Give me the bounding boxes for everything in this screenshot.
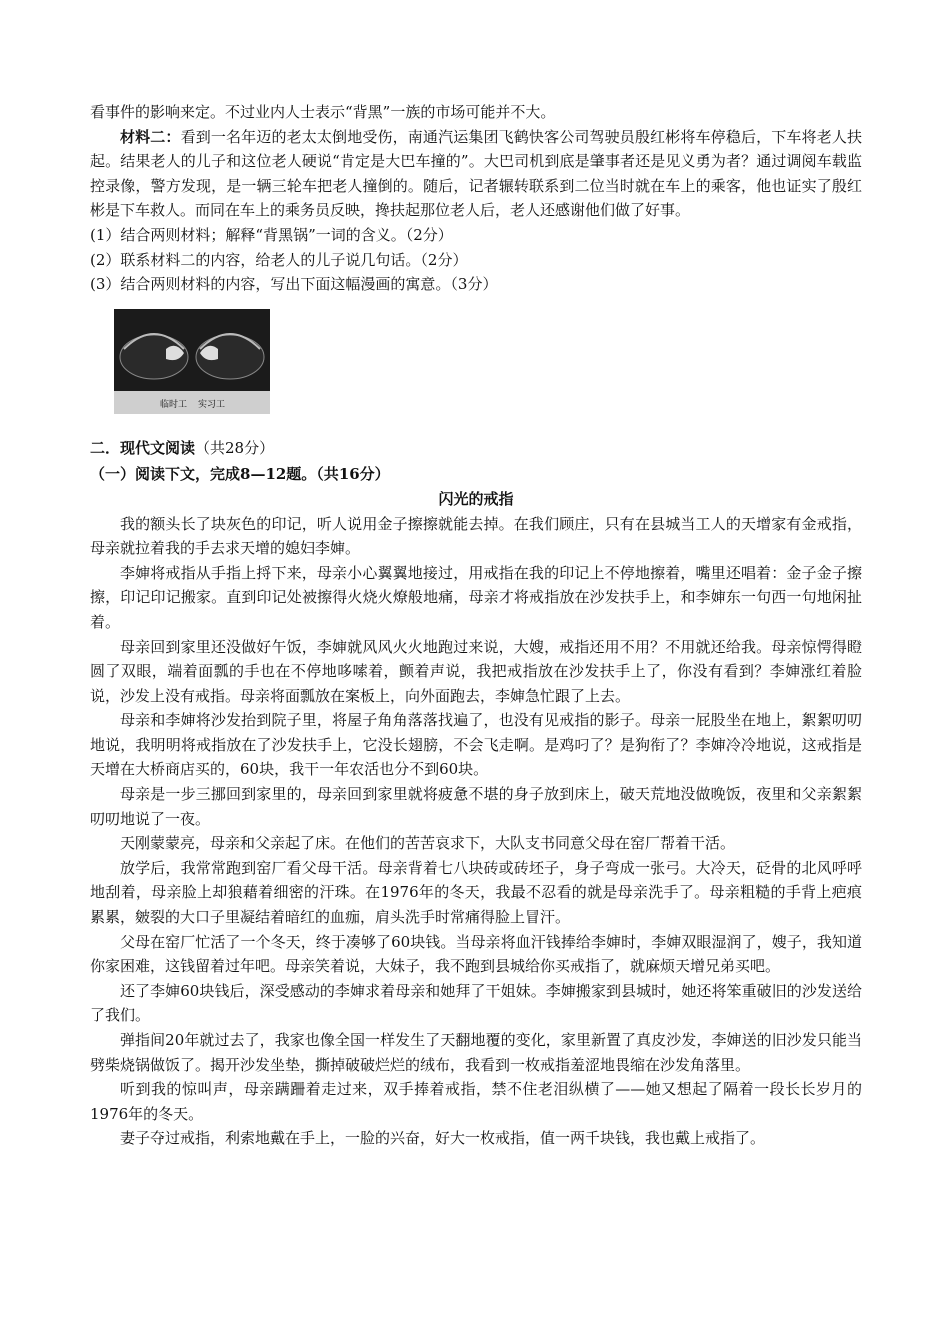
story-paragraph: 弹指间20年就过去了，我家也像全国一样发生了天翻地覆的变化，家里新置了真皮沙发，李婶送的旧沙发只能当劈柴烧锅做饭了。揭开沙发坐垫，撕掉破破烂烂的绒布，我看到一枚戒指羞涩地畏缩在沙发角落里。 [90,1031,862,1074]
story-paragraph: 听到我的惊叫声，母亲蹒跚着走过来，双手捧着戒指，禁不住老泪纵横了——她又想起了隔着一段长长岁月的1976年的冬天。 [90,1080,862,1123]
story-paragraph: 母亲是一步三挪回到家里的，母亲回到家里就将疲惫不堪的身子放到床上，破天荒地没做晚饭，夜里和父亲絮絮叨叨地说了一夜。 [90,785,862,828]
material2-text: 看到一名年迈的老太太倒地受伤，南通汽运集团飞鹤快客公司驾驶员殷红彬将车停稳后，下车将老人扶起。结果老人的儿子和这位老人硬说“肯定是大巴车撞的”。大巴司机到底是肇事者还是见义勇为者？通过调阅车载监控录像，警方发现，是一辆三轮车把老人撞倒的。随后，记者辗转联系到二位当时就在车上的乘客，他也证实了殷红彬是下车救人。而同在车上的乘务员反映，搀扶起那位老人后，老人还感谢他们做了好事。 [90,127,862,220]
story-paragraph: 李婶将戒指从手指上捋下来，母亲小心翼翼地接过，用戒指在我的印记上不停地擦着，嘴里还唱着：金子金子擦擦，印记印记搬家。直到印记处被擦得火烧火燎般地痛，母亲才将戒指放在沙发扶手上，和李婶东一句西一句地闲扯着。 [90,563,862,631]
material1-tail: 看事件的影响来定。不过业内人士表示“背黑”一族的市场可能并不大。 [90,103,556,121]
story-paragraph: 父母在窑厂忙活了一个冬天，终于凑够了60块钱。当母亲将血汗钱捧给李婶时，李婶双眼湿润了，嫂子，我知道你家困难，这钱留着过年吧。母亲笑着说，大妹子，我不跑到县城给你买戒指了，就麻烦天增兄弟买吧。 [90,932,862,976]
cartoon-image [114,309,270,414]
question-1: (1）结合两则材料；解释“背黑锅”一词的含义。（2分） [90,225,453,244]
story-title: 闪光的戒指 [438,489,514,508]
section-heading [90,436,862,461]
material2-label: 材料二： [120,127,181,146]
section-title: 二．现代文阅读 [90,438,196,457]
cartoon-label-2: 实习工 [198,399,226,410]
question-3: (3）结合两则材料的内容，写出下面这幅漫画的寓意。（3分） [90,275,498,294]
section-points: （共28分） [195,438,275,457]
story-paragraph: 还了李婶60块钱后，深受感动的李婶求着母亲和她拜了干姐妹。李婶搬家到县城时，她还将笨重破旧的沙发送给了我们。 [90,981,862,1025]
material2 [90,125,862,223]
story-paragraph: 母亲回到家里还没做好午饭，李婶就风风火火地跑过来说，大嫂，戒指还用不用？不用就还给我。母亲惊愕得瞪圆了双眼，端着面瓢的手也在不停地哆嗦着，颤着声说，我把戒指放在沙发扶手上了，你没有看到？李婶涨红着脸说，沙发上没有戒指。母亲将面瓢放在案板上，向外面跑去，李婶急忙跟了上去。 [90,637,862,705]
story-paragraph: 天刚蒙蒙亮，母亲和父亲起了床。在他们的苦苦哀求下，大队支书同意父母在窑厂帮着干活。 [120,834,736,853]
document-page [90,100,862,1151]
question-2: (2）联系材料二的内容，给老人的儿子说几句话。（2分） [90,250,468,269]
subsection-heading: （一）阅读下文，完成8—12题。（共16分） [90,465,390,484]
cartoon-label-1: 临时工 [160,399,188,410]
story-paragraph: 我的额头长了块灰色的印记，听人说用金子擦擦就能去掉。在我们顾庄，只有在县城当工人的天增家有金戒指，母亲就拉着我的手去求天增的媳妇李婶。 [90,514,862,558]
story-paragraph: 妻子夺过戒指，利索地戴在手上，一脸的兴奋，好大一枚戒指，值一两千块钱，我也戴上戒指了。 [120,1129,766,1148]
story-paragraph: 放学后，我常常跑到窑厂看父母干活。母亲背着七八块砖或砖坯子，身子弯成一张弓。大冷天，砭骨的北风呼呼地刮着，母亲脸上却狼藉着细密的汗珠。在1976年的冬天，我最不忍看的就是母亲洗手了。母亲粗糙的手背上疤痕累累，皴裂的大口子里凝结着暗红的血痂，肩头洗手时常痛得脸上冒汗。 [90,858,862,927]
story-paragraph: 母亲和李婶将沙发抬到院子里，将屋子角角落落找遍了，也没有见戒指的影子。母亲一屁股坐在地上，絮絮叨叨地说，我明明将戒指放在了沙发扶手上，它没长翅膀，不会飞走啊。是鸡叼了？是狗衔了？李婶冷冷地说，这戒指是天增在大桥商店买的，60块，我干一年农活也分不到60块。 [90,711,862,779]
